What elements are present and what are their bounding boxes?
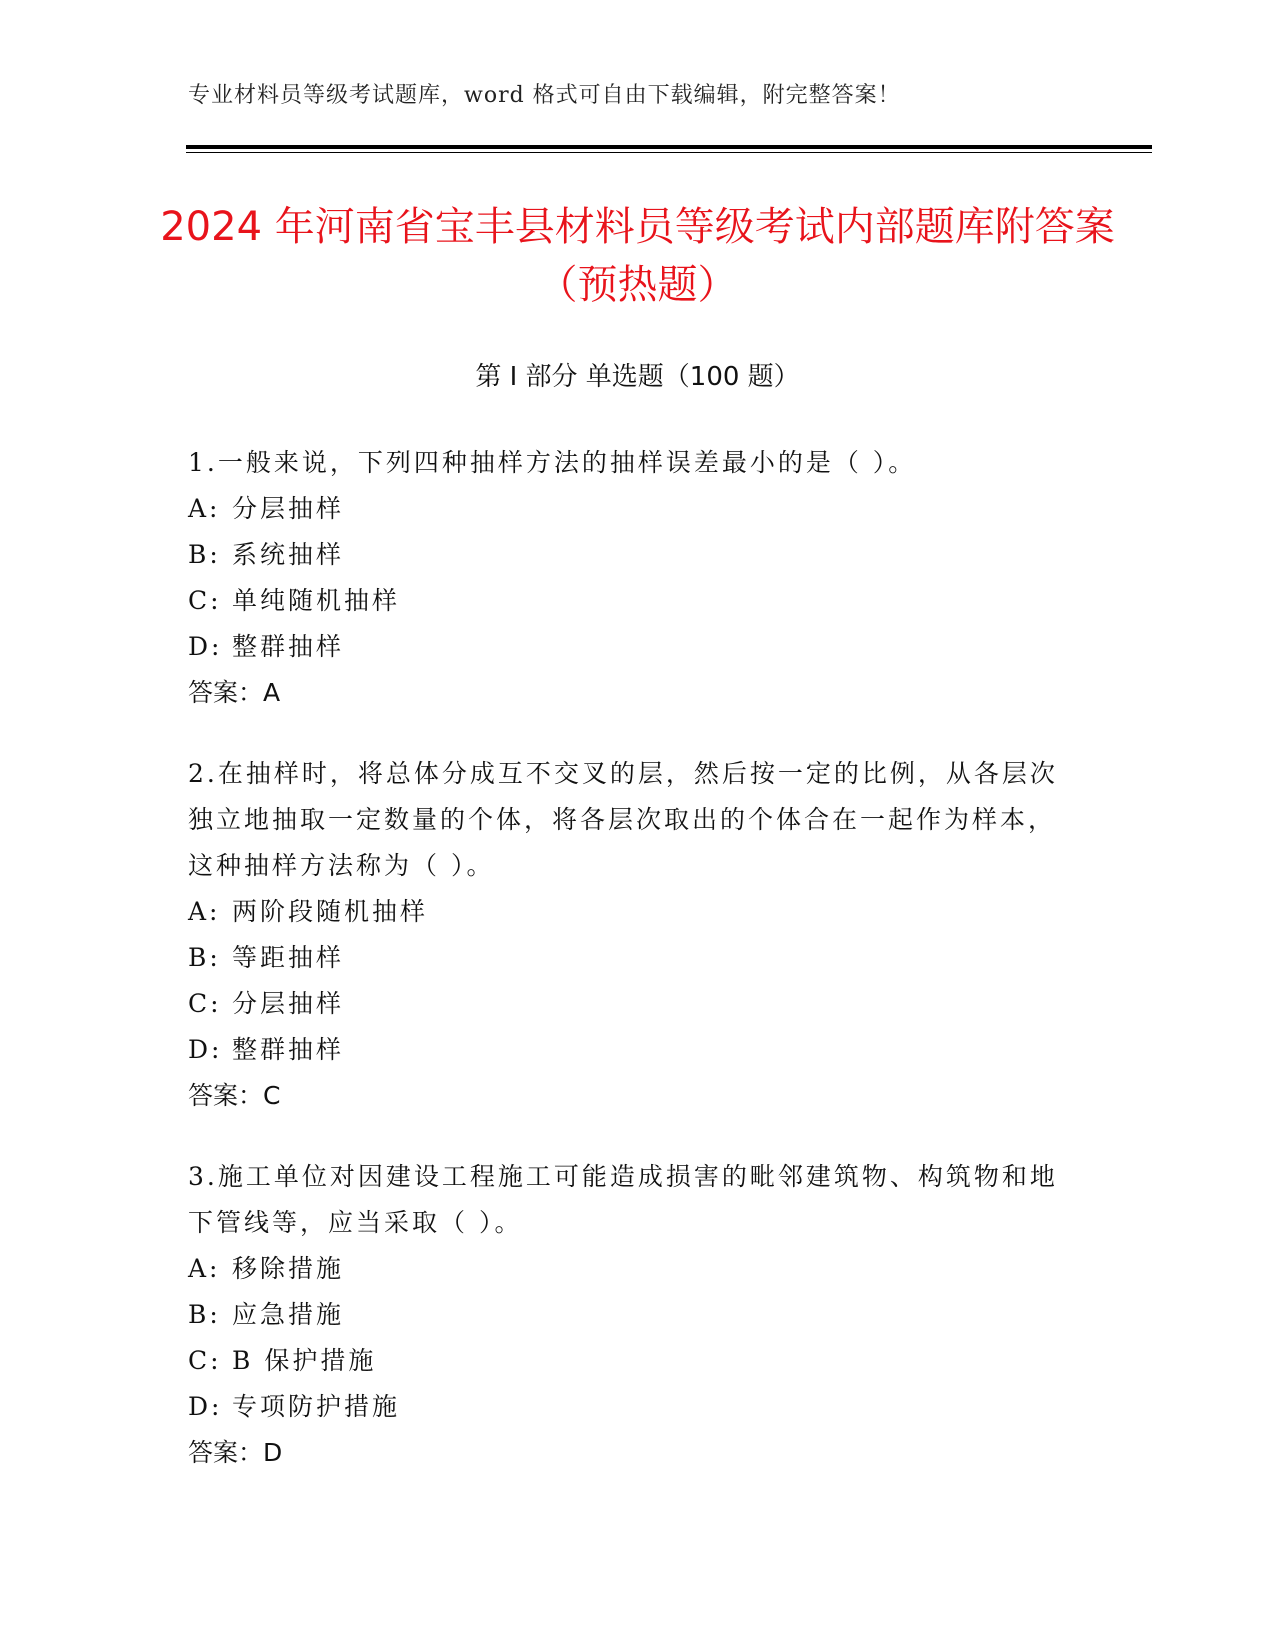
option-letter: C: <box>188 989 222 1018</box>
option-b <box>188 935 1068 981</box>
answer-line: 答案：D <box>188 1438 283 1467</box>
question-1 <box>188 440 1068 716</box>
option-letter: A: <box>188 1254 221 1283</box>
option-c <box>188 1338 1068 1384</box>
option-letter: B: <box>188 540 221 569</box>
option-b <box>188 1292 1068 1338</box>
answer-line: 答案：C <box>188 1081 281 1110</box>
question-list <box>188 440 1068 1511</box>
option-letter: B: <box>188 943 221 972</box>
option-d <box>188 624 1068 670</box>
option-text: 整群抽样 <box>232 632 345 661</box>
question-stem: 2.在抽样时，将总体分成互不交叉的层，然后按一定的比例，从各层次独立地抽取一定数量的个体，将各层次取出的个体合在一起作为样本，这种抽样方法称为（ ）。 <box>188 759 1058 880</box>
question-stem: 1.一般来说，下列四种抽样方法的抽样误差最小的是（ ）。 <box>188 448 917 477</box>
question-3 <box>188 1154 1068 1476</box>
option-text: 整群抽样 <box>232 1035 345 1064</box>
option-letter: A: <box>188 897 221 926</box>
question-2 <box>188 751 1068 1119</box>
option-text: 分层抽样 <box>232 989 345 1018</box>
header-rule-thin <box>186 152 1152 153</box>
option-letter: D: <box>188 1392 223 1421</box>
option-letter: C: <box>188 586 222 615</box>
option-b <box>188 532 1068 578</box>
option-text: 单纯随机抽样 <box>232 586 401 615</box>
option-c <box>188 981 1068 1027</box>
option-text: 移除措施 <box>232 1254 345 1283</box>
option-letter: C: <box>188 1346 222 1375</box>
header-note: 专业材料员等级考试题库，word 格式可自由下载编辑，附完整答案！ <box>188 83 901 108</box>
option-text: 专项防护措施 <box>232 1392 401 1421</box>
option-text: 分层抽样 <box>232 494 345 523</box>
option-letter: A: <box>188 494 221 523</box>
option-a <box>188 889 1068 935</box>
option-text: B 保护措施 <box>232 1346 377 1375</box>
document-title: 2024 年河南省宝丰县材料员等级考试内部题库附答案（预热题） <box>160 204 1115 308</box>
option-d <box>188 1027 1068 1073</box>
option-letter: B: <box>188 1300 221 1329</box>
question-stem: 3.施工单位对因建设工程施工可能造成损害的毗邻建筑物、构筑物和地下管线等，应当采取（ ）。 <box>188 1162 1058 1237</box>
section-title: 第 I 部分 单选题（100 题） <box>475 362 800 392</box>
option-text: 应急措施 <box>232 1300 345 1329</box>
header-rule-thick <box>186 145 1152 149</box>
option-c <box>188 578 1068 624</box>
option-a <box>188 1246 1068 1292</box>
option-text: 两阶段随机抽样 <box>232 897 429 926</box>
option-a <box>188 486 1068 532</box>
option-text: 等距抽样 <box>232 943 345 972</box>
answer-line: 答案：A <box>188 678 281 707</box>
option-text: 系统抽样 <box>232 540 345 569</box>
option-letter: D: <box>188 632 223 661</box>
option-d <box>188 1384 1068 1430</box>
option-letter: D: <box>188 1035 223 1064</box>
